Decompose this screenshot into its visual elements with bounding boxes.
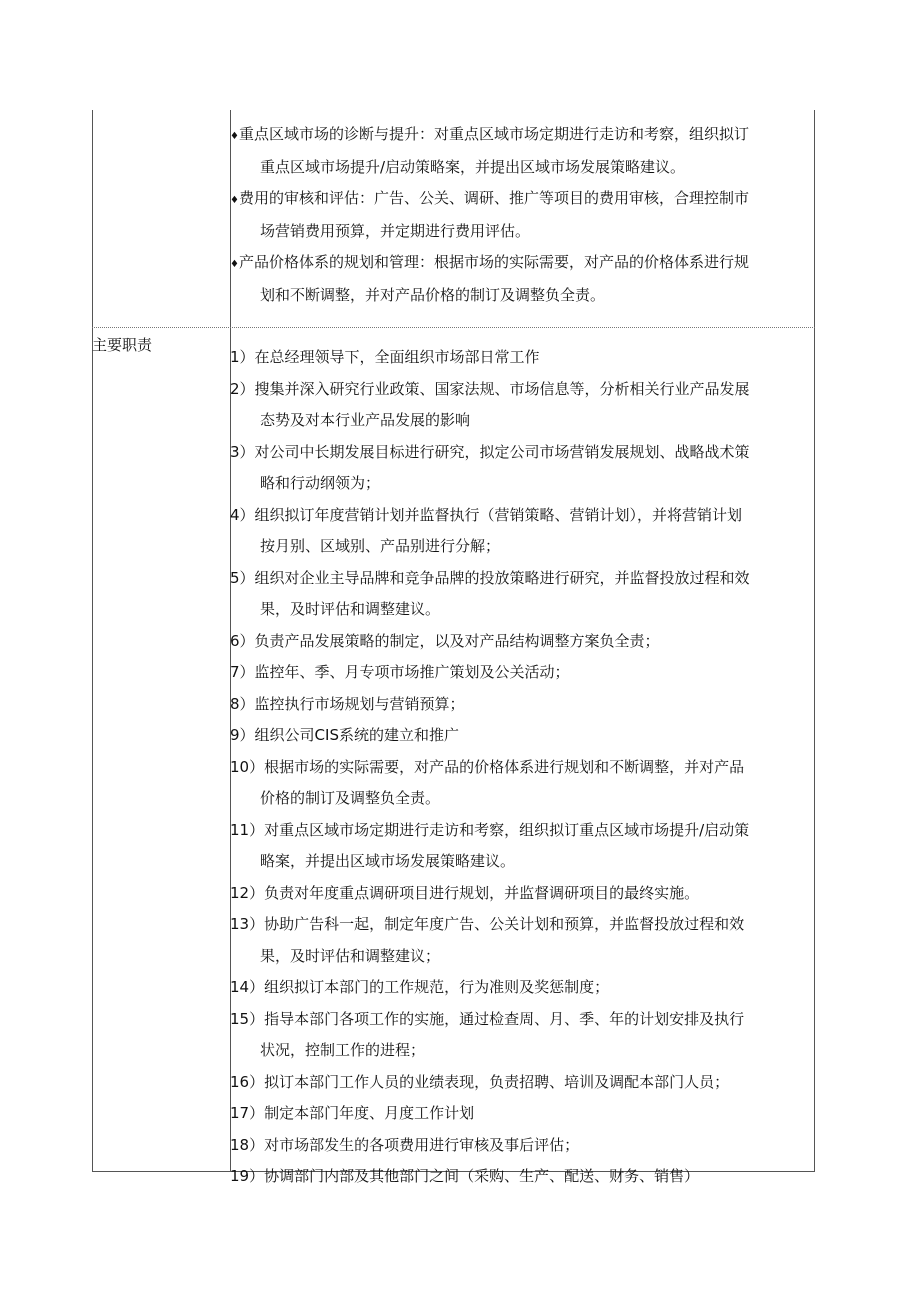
list-item-text: 2）搜集并深入研究行业政策、国家法规、市场信息等，分析相关行业产品发展 (230, 379, 750, 398)
list-item: ♦产品价格体系的规划和管理：根据市场的实际需要，对产品的价格体系进行规 划和不断调整，并对产品价格的制订及调整负全责。 (230, 247, 814, 311)
list-item-text: 19）协调部门内部及其他部门之间（采购、生产、配送、财务、销售） (230, 1167, 700, 1185)
list-item (230, 500, 814, 563)
list-item (230, 720, 814, 752)
list-item-text: 11）对重点区域市场定期进行走访和考察，组织拟订重点区域市场提升/启动策 (230, 820, 750, 839)
list-item-text: 1）在总经理领导下，全面组织市场部日常工作 (230, 348, 540, 366)
list-item-continuation: 略和行动纲领为； (260, 474, 381, 492)
list-item-text: 14）组织拟订本部门的工作规范，行为准则及奖惩制度； (230, 978, 610, 996)
list-item: ♦重点区域市场的诊断与提升：对重点区域市场定期进行走访和考察，组织拟订 重点区域市场提升/启动策略案，并提出区域市场发展策略建议。 (230, 119, 814, 183)
list-item-text: 18）对市场部发生的各项费用进行审核及事后评估； (230, 1135, 580, 1154)
list-item (230, 909, 814, 972)
list-item-continuation: 略案，并提出区域市场发展策略建议。 (260, 852, 516, 870)
list-item-continuation: 状况，控制工作的进程； (260, 1041, 426, 1059)
list-item-text: 7）监控年、季、月专项市场推广策划及公关活动； (230, 663, 570, 681)
top-section (230, 119, 814, 311)
list-item-text: 10）根据市场的实际需要，对产品的价格体系进行规划和不断调整，并对产品 (230, 757, 745, 776)
list-item-text: 5）组织对企业主导品牌和竞争品牌的投放策略进行研究，并监督投放过程和效 (230, 568, 750, 587)
list-item (230, 626, 814, 658)
list-item: ♦费用的审核和评估：广告、公关、调研、推广等项目的费用审核，合理控制市 场营销费用预算，并定期进行费用评估。 (230, 183, 814, 247)
list-item (230, 1130, 814, 1162)
list-item (230, 1161, 814, 1193)
list-item (230, 1004, 814, 1067)
list-item-text: 4）组织拟订年度营销计划并监督执行（营销策略、营销计划），并将营销计划 (230, 505, 743, 524)
list-item (230, 657, 814, 689)
list-item (230, 342, 814, 374)
list-item-continuation: 果，及时评估和调整建议； (260, 946, 441, 965)
list-item-text: 16）拟订本部门工作人员的业绩表现，负责招聘、培训及调配本部门人员； (230, 1072, 730, 1091)
list-item-text: 17）制定本部门年度、月度工作计划 (230, 1104, 475, 1122)
diamond-bullet-icon: ♦ (230, 131, 239, 142)
list-item-text: 9）组织公司CIS系统的建立和推广 (230, 726, 459, 744)
row-divider (92, 327, 815, 328)
list-item (230, 878, 814, 910)
list-item (230, 563, 814, 626)
list-item (230, 437, 814, 500)
list-item-text: 6）负责产品发展策略的制定，以及对产品结构调整方案负全责； (230, 631, 660, 650)
diamond-bullet-icon: ♦ (230, 195, 239, 206)
main-duties-list (230, 342, 814, 1193)
list-item-continuation: 果，及时评估和调整建议。 (260, 600, 441, 618)
list-item (230, 815, 814, 878)
list-item (230, 689, 814, 721)
table-left-border (92, 110, 93, 1172)
list-item (230, 752, 814, 815)
list-item (230, 1098, 814, 1130)
list-item-text: 12）负责对年度重点调研项目进行规划，并监督调研项目的最终实施。 (230, 883, 700, 902)
list-item (230, 374, 814, 437)
list-item-text: 13）协助广告科一起，制定年度广告、公关计划和预算，并监督投放过程和效 (230, 915, 745, 933)
table-right-border (814, 110, 815, 1172)
duties-table (92, 110, 815, 1185)
list-item-text: 3）对公司中长期发展目标进行研究，拟定公司市场营销发展规划、战略战术策 (230, 442, 750, 461)
list-item (230, 972, 814, 1004)
main-duties-label: 主要职责 (92, 336, 153, 354)
diamond-bullet-icon: ♦ (230, 259, 239, 270)
list-item-continuation: 按月别、区域别、产品别进行分解； (260, 537, 501, 555)
list-item (230, 1067, 814, 1099)
list-item-text: 8）监控执行市场规划与营销预算； (230, 694, 465, 713)
list-item-continuation: 态势及对本行业产品发展的影响 (260, 411, 471, 429)
list-item-continuation: 价格的制订及调整负全责。 (260, 789, 441, 807)
list-item-text: 15）指导本部门各项工作的实施，通过检查周、月、季、年的计划安排及执行 (230, 1009, 745, 1028)
